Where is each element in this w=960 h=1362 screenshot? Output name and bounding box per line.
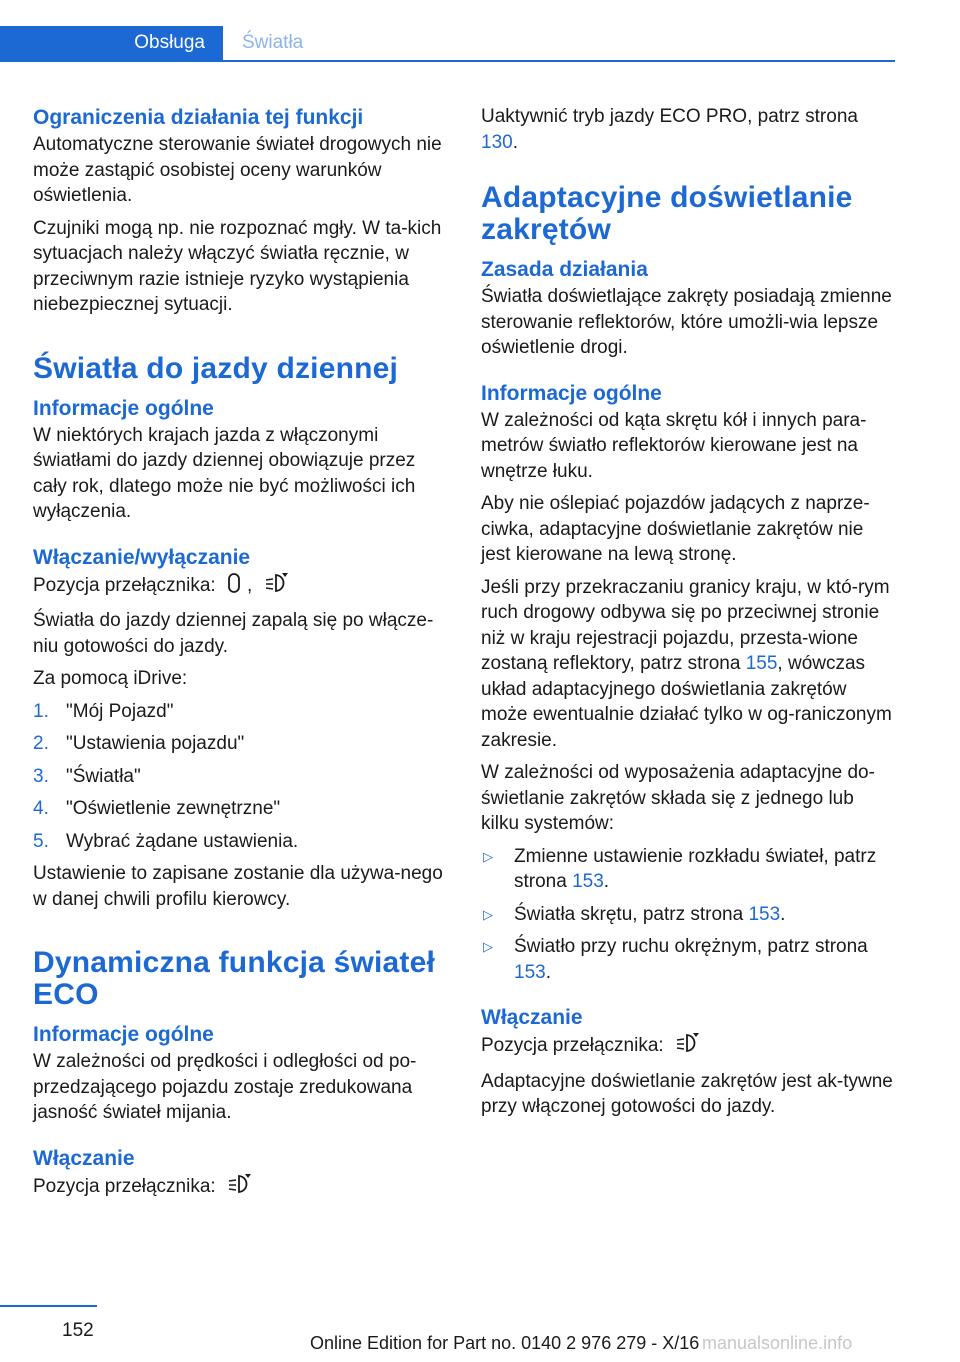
drl-title: Światła do jazdy dziennej xyxy=(33,351,399,385)
idrive-steps-list xyxy=(33,699,447,855)
afl-info-paragraph-1: W zależności od kąta skrętu kół i innych para-metrów światło reflektorów kierowane jest na wnętrze łuku. xyxy=(481,409,867,482)
drl-switch-line xyxy=(33,572,447,602)
afl-info-paragraph-4: W zależności od wyposażenia adaptacyjne do-świetlanie zakrętów składa się z jednego lub kilku systemów: xyxy=(481,762,875,834)
left-column xyxy=(33,104,447,1209)
list-item: ▷ Światła skrętu, patrz strona 153. xyxy=(481,902,895,928)
tab-obsluga[interactable]: Obsługa xyxy=(0,26,223,60)
list-item: 3. "Światła" xyxy=(33,765,141,787)
eco-switch-line xyxy=(33,1173,447,1203)
list-item: 1. "Mój Pojazd" xyxy=(33,700,174,722)
page-link-153[interactable]: 153 xyxy=(748,903,781,925)
list-item: 2. "Ustawienia pojazdu" xyxy=(33,733,245,754)
drl-switch-separator: , xyxy=(246,574,253,596)
afl-switch-label: Pozycja przełącznika: xyxy=(481,1035,664,1056)
low-beam-auto-icon xyxy=(227,1173,253,1203)
drl-switch-label: Pozycja przełącznika: xyxy=(33,574,216,596)
watermark: manualsonline.info xyxy=(702,1333,853,1353)
triangle-bullet-icon: ▷ xyxy=(483,906,493,922)
low-beam-auto-icon xyxy=(264,572,290,602)
list-item: 4. "Oświetlenie zewnętrzne" xyxy=(33,798,281,819)
eco-info-paragraph: W zależności od prędkości i odległości od po-przedzającego pojazdu zostaje zredukowana jasność świateł mijania. xyxy=(33,1051,417,1123)
eco-title: Dynamiczna funkcja świateł ECO xyxy=(33,946,436,1011)
header-bar xyxy=(0,26,895,62)
low-beam-auto-icon xyxy=(675,1032,701,1062)
afl-on-heading: Włączanie xyxy=(481,1006,583,1029)
afl-info-paragraph-2: Aby nie oślepiać pojazdów jadących z naprze-ciwka, adaptacyjne doświetlanie zakrętów nie jest kierowane na lewą stronę. xyxy=(481,493,870,565)
triangle-bullet-icon: ▷ xyxy=(483,939,493,954)
drl-info-heading: Informacje ogólne xyxy=(33,396,214,420)
page-number: 152 xyxy=(62,1320,94,1341)
afl-title: Adaptacyjne doświetlanie zakrętów xyxy=(481,181,853,246)
eco-on-heading: Włączanie xyxy=(33,1146,135,1170)
drl-idrive-text: Za pomocą iDrive: xyxy=(33,668,188,689)
drl-saved-paragraph: Ustawienie to zapisane zostanie dla używa-nego w danej chwili profilu kierowcy. xyxy=(33,863,443,910)
afl-principle-paragraph: Światła doświetlające zakręty posiadają zmienne sterowanie reflektorów, które umożli-wia lepsze oświetlenie drogi. xyxy=(481,286,892,358)
limits-heading: Ograniczenia działania tej funkcji xyxy=(33,106,364,129)
drl-onoff-heading: Włączanie/wyłączanie xyxy=(33,545,251,569)
afl-info-heading: Informacje ogólne xyxy=(481,381,662,405)
limits-paragraph-2: Czujniki mogą np. nie rozpoznać mgły. W ta-kich sytuacjach należy włączyć światła ręcznie, w przeciwnym razie istnieje ryzyko wystąpienia niebezpiecznej sytuacji. xyxy=(33,217,442,315)
eco-info-heading: Informacje ogólne xyxy=(33,1023,214,1046)
page-link-155[interactable]: 155 xyxy=(745,653,778,674)
list-item: ▷ Zmienne ustawienie rozkładu świateł, patrz strona 153. xyxy=(483,845,877,892)
afl-on-paragraph: Adaptacyjne doświetlanie zakrętów jest ak-tywne przy włączonej gotowości do jazdy. xyxy=(481,1070,893,1117)
page-link-130[interactable]: 130 xyxy=(481,131,513,153)
afl-principle-heading: Zasada działania xyxy=(481,258,648,281)
eco-pro-paragraph: Uaktywnić tryb jazdy ECO PRO, patrz strona 130. xyxy=(481,106,858,153)
drl-onoff-paragraph: Światła do jazdy dziennej zapalą się po włącze-niu gotowości do jazdy. xyxy=(33,610,434,657)
list-item: ▷ Światło przy ruchu okrężnym, patrz strona 153. xyxy=(483,936,868,983)
afl-switch-line xyxy=(481,1032,895,1062)
tab-swiatla[interactable]: Światła xyxy=(242,32,304,53)
switch-position-off-icon xyxy=(227,572,241,602)
drl-info-paragraph: W niektórych krajach jazda z włączonymi światłami do jazdy dziennej obowiązuje przez cały rok, dlatego może nie być możliwości ich wyłączenia. xyxy=(33,424,416,522)
afl-info-paragraph-3: Jeśli przy przekraczaniu granicy kraju, w któ-rym ruch drogowy odbywa się po przeciwnej stronie niż w kraju rejestracji pojazdu, przesta-wione zostaną reflektory, patrz strona 155, wówczas układ adaptacyjnego doświetlania zakrętów może ewentualnie działać tylko w og-raniczonym zakresie. xyxy=(481,576,892,751)
footer-rule xyxy=(0,1305,97,1307)
page-link-153[interactable]: 153 xyxy=(514,961,546,983)
limits-paragraph-1: Automatyczne sterowanie świateł drogowych nie może zastąpić osobistej oceny warunków oświetlenia. xyxy=(33,134,442,206)
eco-switch-label: Pozycja przełącznika: xyxy=(33,1175,216,1197)
triangle-bullet-icon: ▷ xyxy=(483,848,493,864)
afl-systems-list xyxy=(481,844,895,986)
edition-text: Online Edition for Part no. 0140 2 976 279 - X/16 xyxy=(310,1333,700,1353)
right-column xyxy=(481,104,895,1127)
list-item: 5. Wybrać żądane ustawienia. xyxy=(33,830,299,852)
page-link-153[interactable]: 153 xyxy=(572,871,604,892)
